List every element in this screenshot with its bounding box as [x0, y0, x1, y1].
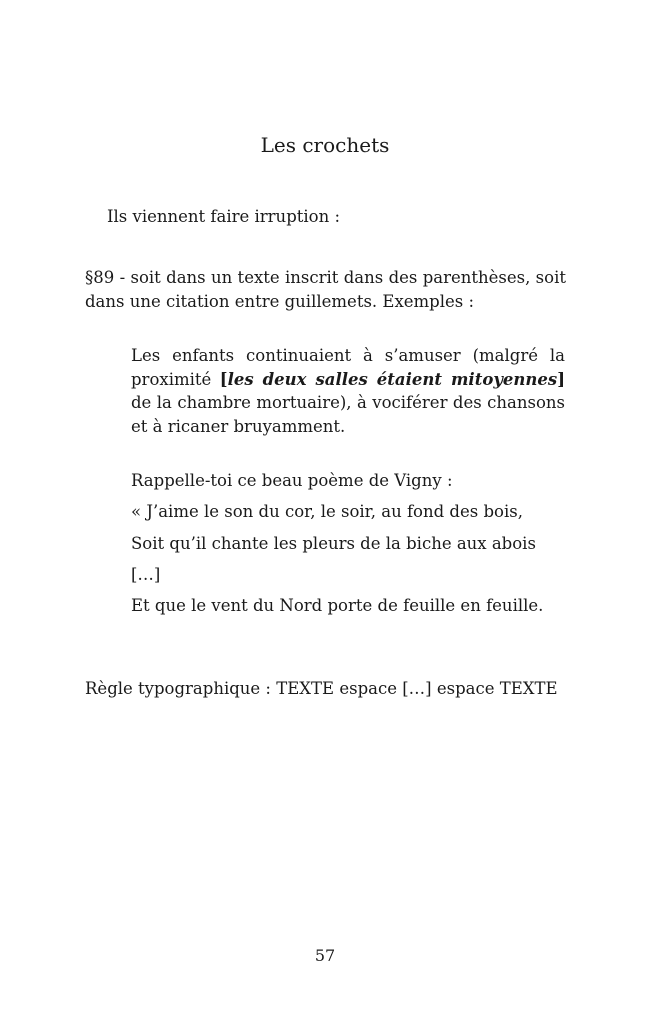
example-quote-children: [131, 344, 565, 438]
poem-line: Et que le vent du Nord porte de feuille en feuille.: [131, 596, 544, 615]
bracketed-text: les deux salles étaient mitoyennes: [227, 369, 558, 389]
example-text-after: de la chambre mortuaire), à vociférer des chansons et à ricaner bruyamment.: [131, 393, 565, 436]
typographic-rule: Règle typographique : TEXTE espace […] espace TEXTE: [85, 679, 558, 698]
poem-line: « J’aime le son du cor, le soir, au fond des bois,: [131, 502, 523, 521]
poem-line: Soit qu’il chante les pleurs de la biche aux abois: [131, 534, 536, 553]
example-text-before: Les enfants continuaient à s’amuser (malgré la proximité: [131, 346, 565, 389]
section-89-paragraph: §89 - soit dans un texte inscrit dans des parenthèses, soit dans une citation entre guillemets. Exemples :: [85, 268, 566, 311]
poem-intro: Rappelle-toi ce beau poème de Vigny :: [131, 471, 453, 490]
intro-text: Ils viennent faire irruption :: [107, 207, 341, 226]
poem-ellipsis: […]: [131, 565, 161, 584]
bracketed-insertion: [220, 370, 565, 389]
page-number: 57: [314, 946, 336, 965]
opening-bracket: [: [219, 369, 228, 389]
page-title: Les crochets: [260, 133, 390, 157]
closing-bracket: ]: [557, 369, 565, 389]
